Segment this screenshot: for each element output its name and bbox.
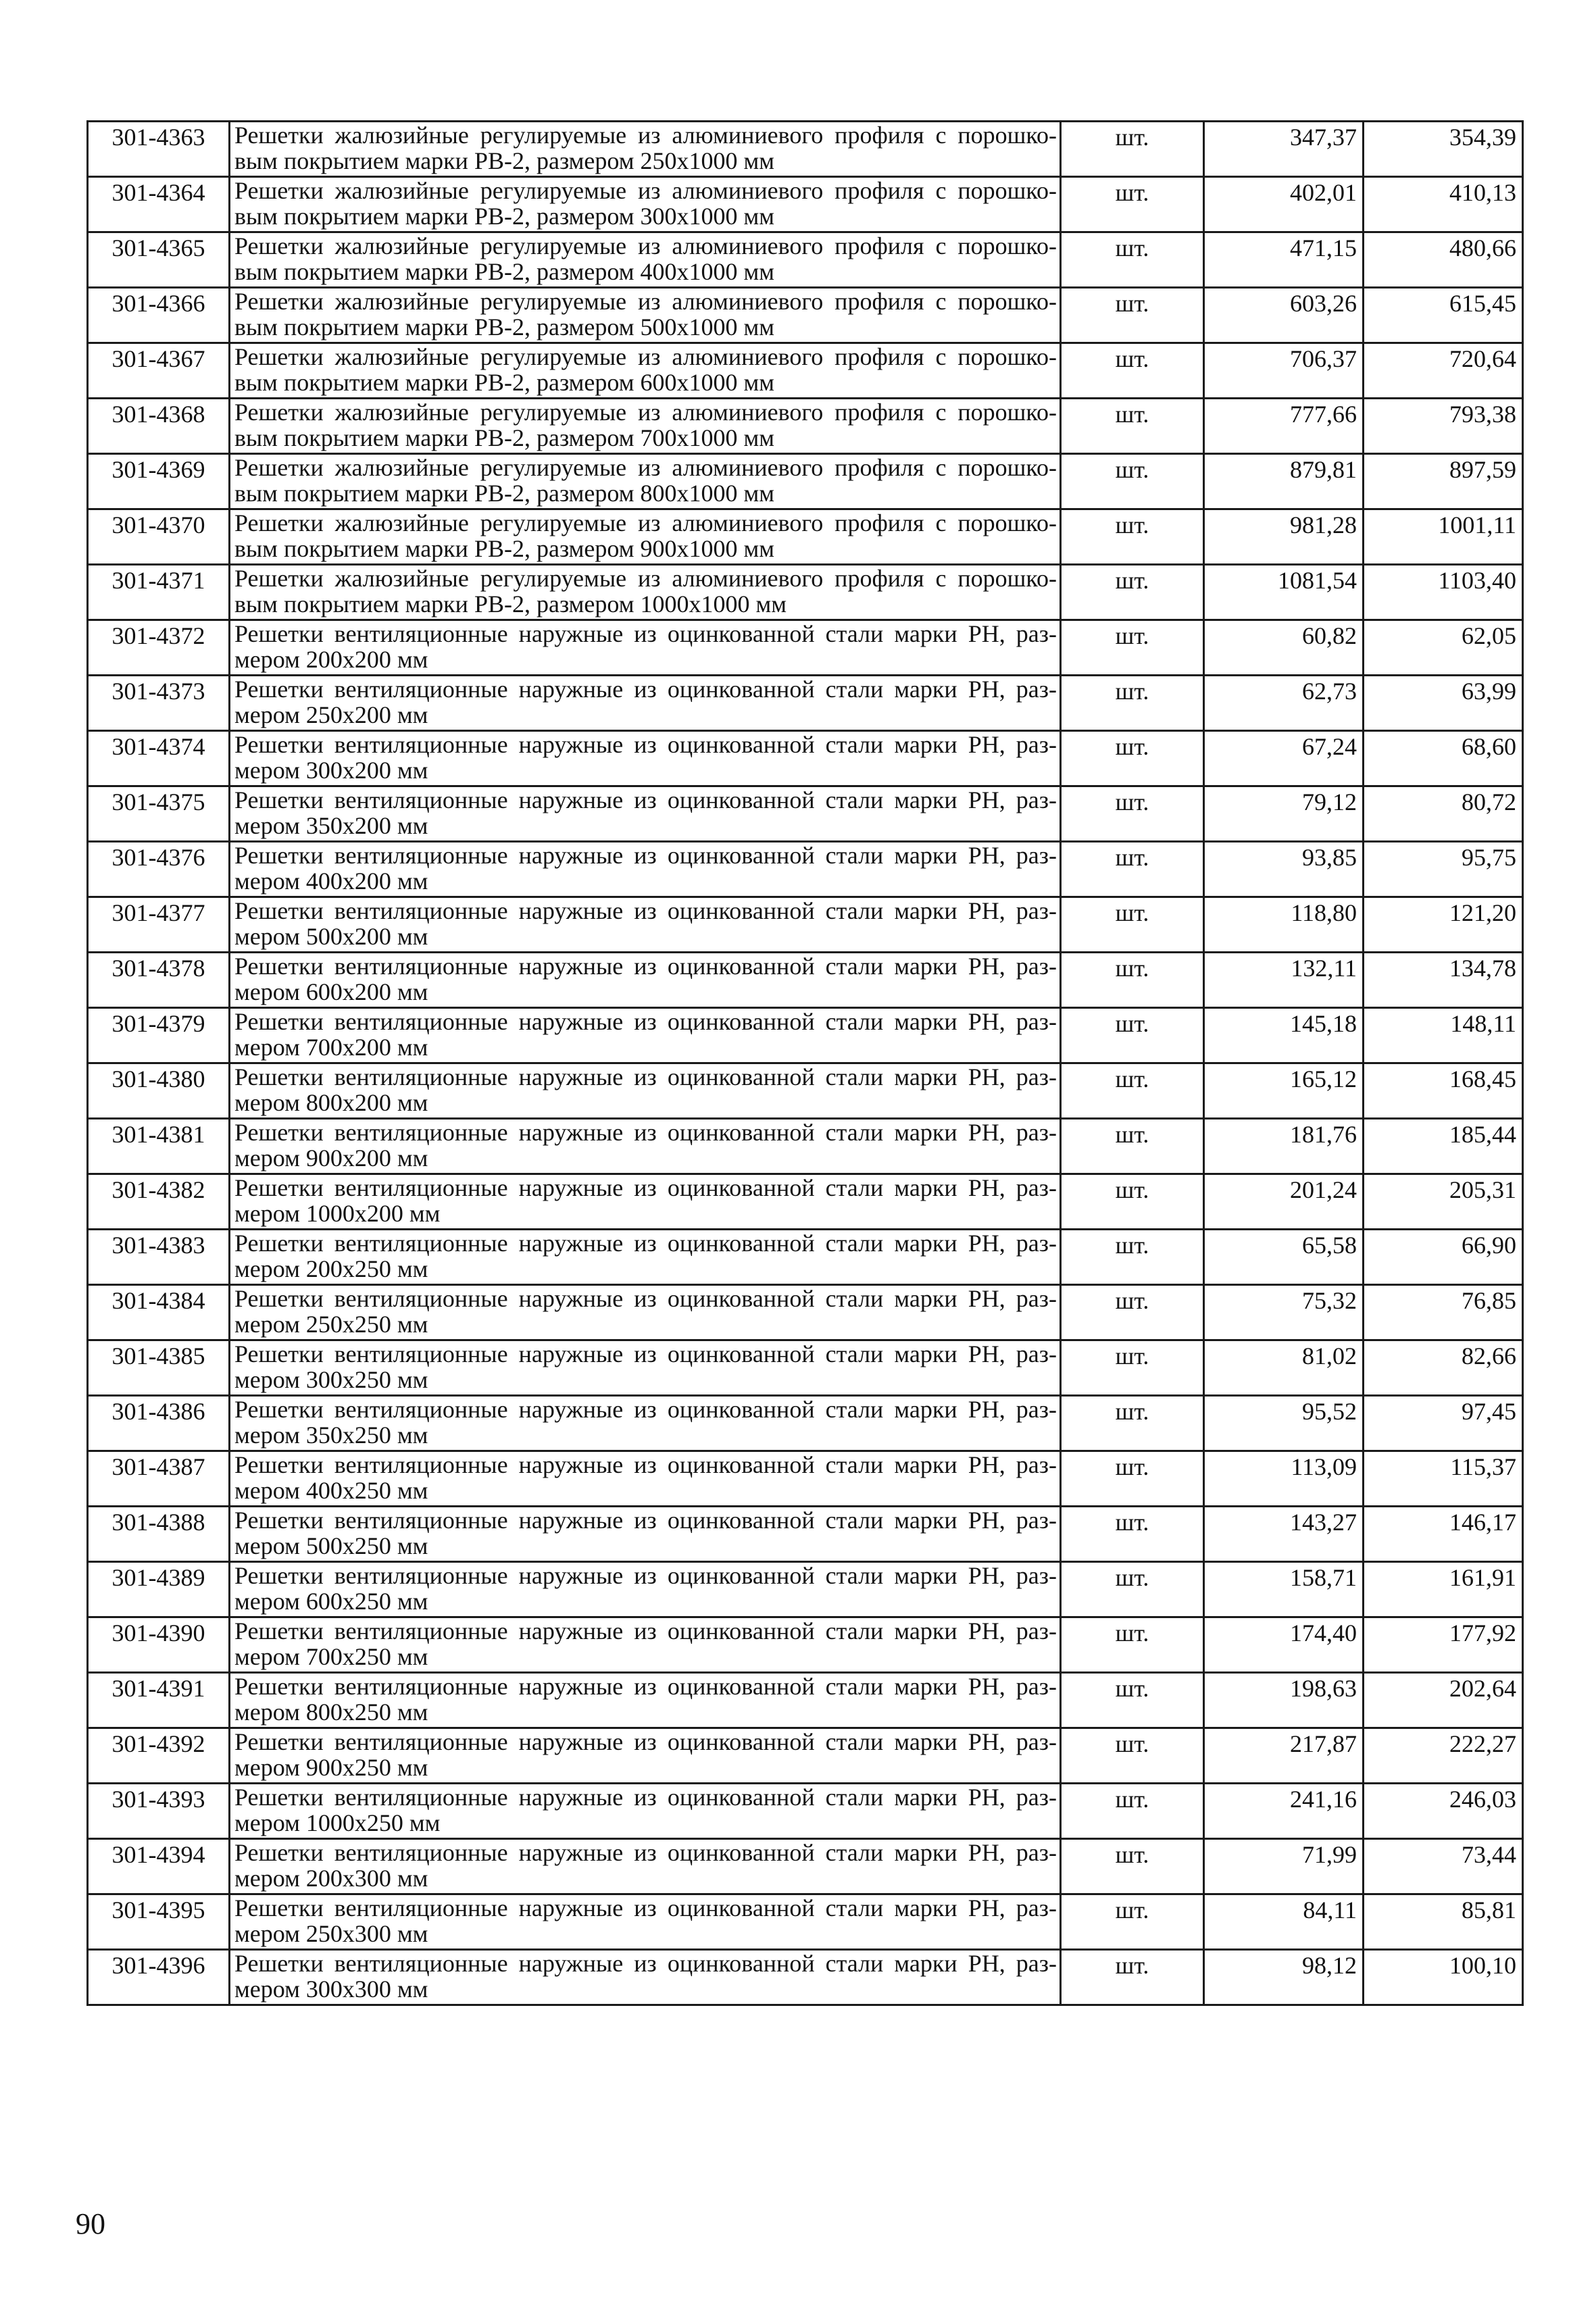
table-row — [88, 1340, 1523, 1396]
table-row — [88, 1728, 1523, 1784]
item-code-cell: 301-4371 — [88, 565, 230, 620]
item-price-total-cell: 177,92 — [1364, 1617, 1523, 1673]
item-code-cell: 301-4390 — [88, 1617, 230, 1673]
item-unit-cell: шт. — [1061, 1174, 1204, 1230]
item-description-cell: Решетки вентиляционные наружные из оцинкованной стали марки РН, раз-мером 800х250 мм — [230, 1673, 1061, 1728]
item-unit-cell: шт. — [1061, 1673, 1204, 1728]
item-code-cell: 301-4393 — [88, 1784, 230, 1839]
item-unit-cell: шт. — [1061, 1230, 1204, 1285]
item-unit-cell: шт. — [1061, 232, 1204, 288]
item-description-cell: Решетки жалюзийные регулируемые из алюминиевого профиля с порошко-вым покрытием марки РВ-2, размером 400х1000 мм — [230, 232, 1061, 288]
item-price-cell: 241,16 — [1204, 1784, 1364, 1839]
item-price-cell: 879,81 — [1204, 454, 1364, 509]
item-description-cell: Решетки вентиляционные наружные из оцинкованной стали марки РН, раз-мером 900х250 мм — [230, 1728, 1061, 1784]
item-price-cell: 65,58 — [1204, 1230, 1364, 1285]
item-price-total-cell: 354,39 — [1364, 122, 1523, 177]
item-unit-cell: шт. — [1061, 1562, 1204, 1617]
item-unit-cell: шт. — [1061, 731, 1204, 786]
item-unit-cell: шт. — [1061, 565, 1204, 620]
item-unit-cell: шт. — [1061, 1507, 1204, 1562]
item-description-cell: Решетки вентиляционные наружные из оцинкованной стали марки РН, раз-мером 250х200 мм — [230, 676, 1061, 731]
table-row — [88, 1174, 1523, 1230]
table-row — [88, 288, 1523, 343]
item-description-cell: Решетки вентиляционные наружные из оцинкованной стали марки РН, раз-мером 200х250 мм — [230, 1230, 1061, 1285]
item-price-cell: 158,71 — [1204, 1562, 1364, 1617]
table-row — [88, 232, 1523, 288]
item-price-cell: 706,37 — [1204, 343, 1364, 399]
item-code-cell: 301-4380 — [88, 1063, 230, 1119]
item-price-total-cell: 95,75 — [1364, 842, 1523, 897]
item-price-total-cell: 82,66 — [1364, 1340, 1523, 1396]
item-description-cell: Решетки вентиляционные наружные из оцинкованной стали марки РН, раз-мером 600х200 мм — [230, 953, 1061, 1008]
item-description-cell: Решетки вентиляционные наружные из оцинкованной стали марки РН, раз-мером 250х250 мм — [230, 1285, 1061, 1340]
item-description-cell: Решетки жалюзийные регулируемые из алюминиевого профиля с порошко-вым покрытием марки РВ-2, размером 500х1000 мм — [230, 288, 1061, 343]
item-price-cell: 181,76 — [1204, 1119, 1364, 1174]
table-row — [88, 1673, 1523, 1728]
item-code-cell: 301-4376 — [88, 842, 230, 897]
item-unit-cell: шт. — [1061, 1451, 1204, 1507]
item-description-cell: Решетки вентиляционные наружные из оцинкованной стали марки РН, раз-мером 350х250 мм — [230, 1396, 1061, 1451]
item-price-cell: 84,11 — [1204, 1894, 1364, 1950]
item-description-cell: Решетки вентиляционные наружные из оцинкованной стали марки РН, раз-мером 400х200 мм — [230, 842, 1061, 897]
item-code-cell: 301-4378 — [88, 953, 230, 1008]
item-unit-cell: шт. — [1061, 676, 1204, 731]
item-price-total-cell: 205,31 — [1364, 1174, 1523, 1230]
item-price-total-cell: 68,60 — [1364, 731, 1523, 786]
item-price-total-cell: 134,78 — [1364, 953, 1523, 1008]
item-description-cell: Решетки вентиляционные наружные из оцинкованной стали марки РН, раз-мером 300х200 мм — [230, 731, 1061, 786]
item-price-cell: 93,85 — [1204, 842, 1364, 897]
item-price-total-cell: 202,64 — [1364, 1673, 1523, 1728]
item-description-cell: Решетки жалюзийные регулируемые из алюминиевого профиля с порошко-вым покрытием марки РВ-2, размером 700х1000 мм — [230, 399, 1061, 454]
item-price-cell: 81,02 — [1204, 1340, 1364, 1396]
item-price-total-cell: 63,99 — [1364, 676, 1523, 731]
item-description-cell: Решетки вентиляционные наружные из оцинкованной стали марки РН, раз-мером 900х200 мм — [230, 1119, 1061, 1174]
item-price-total-cell: 185,44 — [1364, 1119, 1523, 1174]
item-code-cell: 301-4382 — [88, 1174, 230, 1230]
table-row — [88, 177, 1523, 232]
item-price-total-cell: 66,90 — [1364, 1230, 1523, 1285]
item-price-cell: 981,28 — [1204, 509, 1364, 565]
item-description-cell: Решетки вентиляционные наружные из оцинкованной стали марки РН, раз-мером 250х300 мм — [230, 1894, 1061, 1950]
item-price-cell: 113,09 — [1204, 1451, 1364, 1507]
item-unit-cell: шт. — [1061, 454, 1204, 509]
item-code-cell: 301-4364 — [88, 177, 230, 232]
item-unit-cell: шт. — [1061, 1617, 1204, 1673]
item-price-total-cell: 76,85 — [1364, 1285, 1523, 1340]
item-description-cell: Решетки вентиляционные наружные из оцинкованной стали марки РН, раз-мером 400х250 мм — [230, 1451, 1061, 1507]
item-code-cell: 301-4369 — [88, 454, 230, 509]
item-description-cell: Решетки вентиляционные наружные из оцинкованной стали марки РН, раз-мером 350х200 мм — [230, 786, 1061, 842]
item-code-cell: 301-4389 — [88, 1562, 230, 1617]
item-price-cell: 75,32 — [1204, 1285, 1364, 1340]
item-description-cell: Решетки вентиляционные наружные из оцинкованной стали марки РН, раз-мером 200х300 мм — [230, 1839, 1061, 1894]
item-price-cell: 1081,54 — [1204, 565, 1364, 620]
item-price-total-cell: 161,91 — [1364, 1562, 1523, 1617]
item-price-total-cell: 115,37 — [1364, 1451, 1523, 1507]
item-code-cell: 301-4366 — [88, 288, 230, 343]
item-code-cell: 301-4384 — [88, 1285, 230, 1340]
item-price-cell: 71,99 — [1204, 1839, 1364, 1894]
item-price-total-cell: 100,10 — [1364, 1950, 1523, 2005]
item-price-total-cell: 85,81 — [1364, 1894, 1523, 1950]
table-row — [88, 786, 1523, 842]
item-price-total-cell: 80,72 — [1364, 786, 1523, 842]
item-code-cell: 301-4387 — [88, 1451, 230, 1507]
item-description-cell: Решетки вентиляционные наружные из оцинкованной стали марки РН, раз-мером 300х250 мм — [230, 1340, 1061, 1396]
table-row — [88, 1839, 1523, 1894]
item-unit-cell: шт. — [1061, 1839, 1204, 1894]
table-row — [88, 1285, 1523, 1340]
item-price-total-cell: 1001,11 — [1364, 509, 1523, 565]
table-row — [88, 399, 1523, 454]
item-description-cell: Решетки вентиляционные наружные из оцинкованной стали марки РН, раз-мером 500х200 мм — [230, 897, 1061, 953]
item-code-cell: 301-4372 — [88, 620, 230, 676]
table-row — [88, 509, 1523, 565]
table-row — [88, 897, 1523, 953]
item-code-cell: 301-4377 — [88, 897, 230, 953]
item-price-total-cell: 73,44 — [1364, 1839, 1523, 1894]
item-price-total-cell: 246,03 — [1364, 1784, 1523, 1839]
item-description-cell: Решетки жалюзийные регулируемые из алюминиевого профиля с порошко-вым покрытием марки РВ-2, размером 300х1000 мм — [230, 177, 1061, 232]
item-code-cell: 301-4365 — [88, 232, 230, 288]
item-unit-cell: шт. — [1061, 1340, 1204, 1396]
item-price-cell: 217,87 — [1204, 1728, 1364, 1784]
item-price-total-cell: 480,66 — [1364, 232, 1523, 288]
item-unit-cell: шт. — [1061, 288, 1204, 343]
item-unit-cell: шт. — [1061, 620, 1204, 676]
item-code-cell: 301-4375 — [88, 786, 230, 842]
item-price-cell: 60,82 — [1204, 620, 1364, 676]
item-price-cell: 67,24 — [1204, 731, 1364, 786]
item-description-cell: Решетки вентиляционные наружные из оцинкованной стали марки РН, раз-мером 200х200 мм — [230, 620, 1061, 676]
item-code-cell: 301-4385 — [88, 1340, 230, 1396]
table-row — [88, 1894, 1523, 1950]
table-row — [88, 1617, 1523, 1673]
item-price-cell: 347,37 — [1204, 122, 1364, 177]
item-code-cell: 301-4379 — [88, 1008, 230, 1063]
item-code-cell: 301-4383 — [88, 1230, 230, 1285]
item-price-cell: 62,73 — [1204, 676, 1364, 731]
item-unit-cell: шт. — [1061, 842, 1204, 897]
item-code-cell: 301-4374 — [88, 731, 230, 786]
item-code-cell: 301-4381 — [88, 1119, 230, 1174]
table-row — [88, 1784, 1523, 1839]
item-description-cell: Решетки жалюзийные регулируемые из алюминиевого профиля с порошко-вым покрытием марки РВ-2, размером 250х1000 мм — [230, 122, 1061, 177]
item-price-total-cell: 62,05 — [1364, 620, 1523, 676]
item-code-cell: 301-4391 — [88, 1673, 230, 1728]
table-row — [88, 1451, 1523, 1507]
item-price-total-cell: 222,27 — [1364, 1728, 1523, 1784]
item-price-cell: 79,12 — [1204, 786, 1364, 842]
table-row — [88, 1562, 1523, 1617]
item-unit-cell: шт. — [1061, 399, 1204, 454]
item-description-cell: Решетки вентиляционные наружные из оцинкованной стали марки РН, раз-мером 1000х200 мм — [230, 1174, 1061, 1230]
table-row — [88, 953, 1523, 1008]
item-price-total-cell: 146,17 — [1364, 1507, 1523, 1562]
item-price-total-cell: 1103,40 — [1364, 565, 1523, 620]
item-unit-cell: шт. — [1061, 1008, 1204, 1063]
item-price-total-cell: 121,20 — [1364, 897, 1523, 953]
table-row — [88, 1950, 1523, 2005]
item-description-cell: Решетки вентиляционные наружные из оцинкованной стали марки РН, раз-мером 700х200 мм — [230, 1008, 1061, 1063]
item-unit-cell: шт. — [1061, 953, 1204, 1008]
table-row — [88, 1063, 1523, 1119]
table-row — [88, 676, 1523, 731]
item-description-cell: Решетки жалюзийные регулируемые из алюминиевого профиля с порошко-вым покрытием марки РВ-2, размером 1000х1000 мм — [230, 565, 1061, 620]
item-price-cell: 777,66 — [1204, 399, 1364, 454]
table-row — [88, 454, 1523, 509]
item-description-cell: Решетки вентиляционные наружные из оцинкованной стали марки РН, раз-мером 500х250 мм — [230, 1507, 1061, 1562]
table-row — [88, 731, 1523, 786]
item-code-cell: 301-4363 — [88, 122, 230, 177]
item-code-cell: 301-4388 — [88, 1507, 230, 1562]
item-code-cell: 301-4368 — [88, 399, 230, 454]
item-price-total-cell: 615,45 — [1364, 288, 1523, 343]
item-price-total-cell: 97,45 — [1364, 1396, 1523, 1451]
table-row — [88, 620, 1523, 676]
page-number: 90 — [76, 2207, 105, 2240]
item-price-total-cell: 793,38 — [1364, 399, 1523, 454]
item-price-total-cell: 720,64 — [1364, 343, 1523, 399]
item-price-cell: 132,11 — [1204, 953, 1364, 1008]
item-price-total-cell: 168,45 — [1364, 1063, 1523, 1119]
item-price-cell: 198,63 — [1204, 1673, 1364, 1728]
item-price-total-cell: 148,11 — [1364, 1008, 1523, 1063]
item-unit-cell: шт. — [1061, 1396, 1204, 1451]
item-code-cell: 301-4386 — [88, 1396, 230, 1451]
item-price-cell: 165,12 — [1204, 1063, 1364, 1119]
item-code-cell: 301-4370 — [88, 509, 230, 565]
item-description-cell: Решетки жалюзийные регулируемые из алюминиевого профиля с порошко-вым покрытием марки РВ-2, размером 900х1000 мм — [230, 509, 1061, 565]
table-row — [88, 1119, 1523, 1174]
item-description-cell: Решетки вентиляционные наружные из оцинкованной стали марки РН, раз-мером 800х200 мм — [230, 1063, 1061, 1119]
table-row — [88, 565, 1523, 620]
item-description-cell: Решетки вентиляционные наружные из оцинкованной стали марки РН, раз-мером 300х300 мм — [230, 1950, 1061, 2005]
table-row — [88, 343, 1523, 399]
table-row — [88, 1507, 1523, 1562]
item-price-cell: 201,24 — [1204, 1174, 1364, 1230]
item-unit-cell: шт. — [1061, 1119, 1204, 1174]
item-description-cell: Решетки жалюзийные регулируемые из алюминиевого профиля с порошко-вым покрытием марки РВ-2, размером 800х1000 мм — [230, 454, 1061, 509]
item-code-cell: 301-4394 — [88, 1839, 230, 1894]
table-row — [88, 842, 1523, 897]
item-code-cell: 301-4396 — [88, 1950, 230, 2005]
item-unit-cell: шт. — [1061, 177, 1204, 232]
item-unit-cell: шт. — [1061, 122, 1204, 177]
table-row — [88, 1230, 1523, 1285]
item-description-cell: Решетки вентиляционные наружные из оцинкованной стали марки РН, раз-мером 600х250 мм — [230, 1562, 1061, 1617]
item-price-cell: 174,40 — [1204, 1617, 1364, 1673]
item-code-cell: 301-4395 — [88, 1894, 230, 1950]
item-price-cell: 98,12 — [1204, 1950, 1364, 2005]
item-price-cell: 603,26 — [1204, 288, 1364, 343]
item-price-cell: 471,15 — [1204, 232, 1364, 288]
item-unit-cell: шт. — [1061, 343, 1204, 399]
price-table — [86, 120, 1524, 2006]
item-unit-cell: шт. — [1061, 1063, 1204, 1119]
item-unit-cell: шт. — [1061, 786, 1204, 842]
item-code-cell: 301-4373 — [88, 676, 230, 731]
item-description-cell: Решетки жалюзийные регулируемые из алюминиевого профиля с порошко-вым покрытием марки РВ-2, размером 600х1000 мм — [230, 343, 1061, 399]
item-description-cell: Решетки вентиляционные наружные из оцинкованной стали марки РН, раз-мером 1000х250 мм — [230, 1784, 1061, 1839]
item-price-cell: 95,52 — [1204, 1396, 1364, 1451]
item-price-cell: 145,18 — [1204, 1008, 1364, 1063]
item-price-cell: 118,80 — [1204, 897, 1364, 953]
item-price-total-cell: 897,59 — [1364, 454, 1523, 509]
table-row — [88, 1396, 1523, 1451]
item-price-cell: 402,01 — [1204, 177, 1364, 232]
item-unit-cell: шт. — [1061, 509, 1204, 565]
item-unit-cell: шт. — [1061, 1950, 1204, 2005]
item-unit-cell: шт. — [1061, 1285, 1204, 1340]
item-price-cell: 143,27 — [1204, 1507, 1364, 1562]
item-code-cell: 301-4367 — [88, 343, 230, 399]
item-unit-cell: шт. — [1061, 897, 1204, 953]
item-price-total-cell: 410,13 — [1364, 177, 1523, 232]
item-unit-cell: шт. — [1061, 1894, 1204, 1950]
table-row — [88, 122, 1523, 177]
item-unit-cell: шт. — [1061, 1784, 1204, 1839]
item-unit-cell: шт. — [1061, 1728, 1204, 1784]
price-table-body — [88, 122, 1523, 2005]
item-description-cell: Решетки вентиляционные наружные из оцинкованной стали марки РН, раз-мером 700х250 мм — [230, 1617, 1061, 1673]
table-row — [88, 1008, 1523, 1063]
item-code-cell: 301-4392 — [88, 1728, 230, 1784]
